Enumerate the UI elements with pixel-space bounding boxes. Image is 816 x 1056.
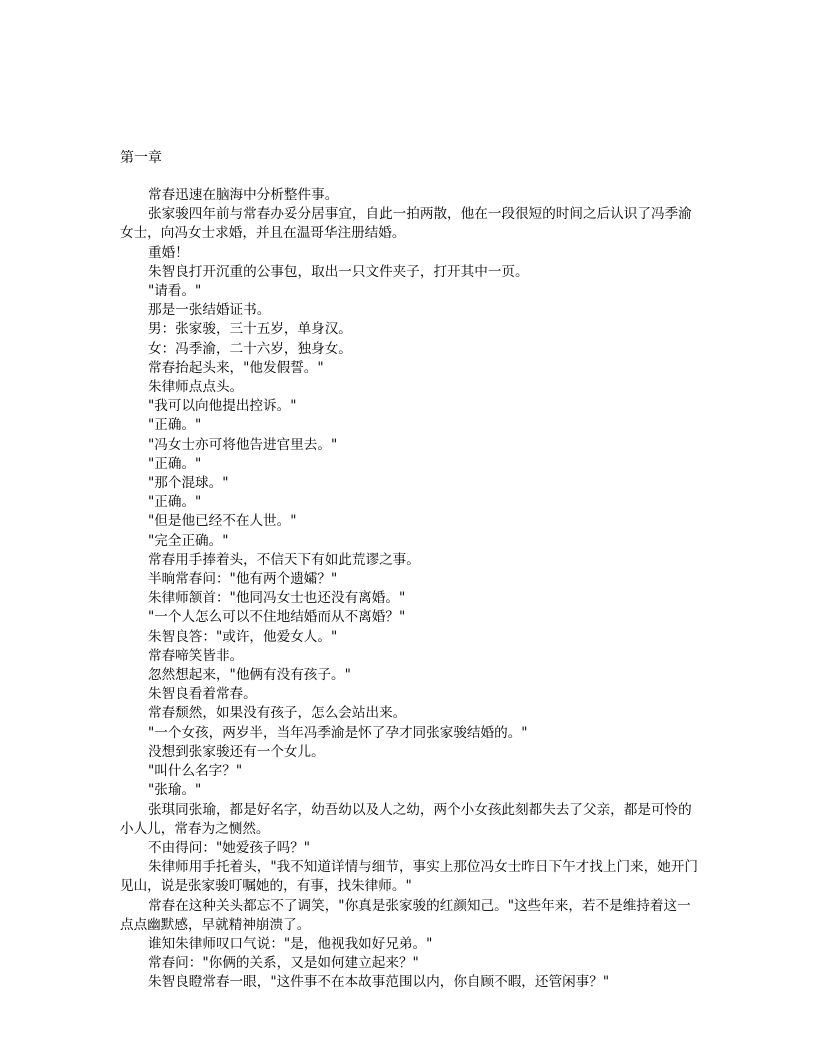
paragraph: 忽然想起来，"他俩有没有孩子。" bbox=[148, 667, 351, 684]
paragraph: 朱智良瞪常春一眼，"这件事不在本故事范围以内，你自顾不暇，还管闲事？" bbox=[148, 974, 610, 991]
paragraph: "那个混球。" bbox=[148, 475, 229, 492]
paragraph: 朱律师颔首："他同冯女士也还没有离婚。" bbox=[148, 590, 406, 607]
chapter-title: 第一章 bbox=[120, 150, 162, 166]
paragraph: "叫什么名字？" bbox=[148, 763, 243, 780]
paragraph: 张家骏四年前与常春办妥分居事宜，自此一拍两散，他在一段很短的时间之后认识了冯季渝女士，向冯女士求婚，并且在温哥华注册结婚。 bbox=[120, 206, 692, 242]
paragraph: 常春抬起头来，"他发假誓。" bbox=[148, 359, 324, 376]
paragraph: 不由得问："她爱孩子吗？" bbox=[148, 839, 311, 856]
paragraph: 常春问："你俩的关系，又是如何建立起来？" bbox=[148, 955, 419, 972]
paragraph: 常春迅速在脑海中分析整件事。 bbox=[148, 187, 339, 203]
paragraph: 张琪同张瑜，都是好名字，幼吾幼以及人之幼，两个小女孩此刻都失去了父亲，都是可怜的小人儿，常春为之恻然。 bbox=[120, 801, 692, 837]
paragraph: 常春啼笑皆非。 bbox=[148, 647, 244, 664]
paragraph: "正确。" bbox=[148, 455, 202, 472]
paragraph: 朱智良看着常春。 bbox=[148, 686, 257, 703]
paragraph: "正确。" bbox=[148, 417, 202, 434]
paragraph: "一个女孩，两岁半，当年冯季渝是怀了孕才同张家骏结婚的。" bbox=[148, 724, 528, 741]
paragraph: 常春颓然，如果没有孩子，怎么会站出来。 bbox=[148, 705, 407, 722]
paragraph: 男：张家骏，三十五岁，单身汉。 bbox=[148, 321, 352, 338]
paragraph: "张瑜。" bbox=[148, 782, 202, 799]
paragraph: 女：冯季渝，二十六岁，独身女。 bbox=[148, 340, 352, 357]
paragraph: 重婚！ bbox=[148, 244, 189, 261]
paragraph: "但是他已经不在人世。" bbox=[148, 513, 297, 530]
paragraph: 朱智良答："或许，他爱女人。" bbox=[148, 628, 338, 645]
paragraph: 半晌常春问："他有两个遗孀？" bbox=[148, 571, 338, 588]
paragraph: "请看。" bbox=[148, 283, 202, 300]
paragraph: 常春在这种关头都忘不了调笑，"你真是张家骏的红颜知己。"这些年来，若不是维持着这一点点幽默感，早就精神崩溃了。 bbox=[120, 897, 691, 933]
paragraph: 朱智良打开沉重的公事包，取出一只文件夹子，打开其中一页。 bbox=[148, 263, 529, 280]
paragraph: "冯女士亦可将他告进官里去。" bbox=[148, 436, 338, 453]
paragraph: "完全正确。" bbox=[148, 532, 229, 549]
paragraph: "正确。" bbox=[148, 494, 202, 511]
paragraph: "我可以向他提出控诉。" bbox=[148, 398, 297, 415]
paragraph: "一个人怎么可以不住地结婚而从不离婚？" bbox=[148, 609, 406, 626]
paragraph: 那是一张结婚证书。 bbox=[148, 302, 271, 319]
body-text bbox=[120, 186, 698, 993]
paragraph: 朱律师点点头。 bbox=[148, 379, 244, 396]
paragraph: 常春用手捧着头，不信天下有如此荒谬之事。 bbox=[148, 551, 420, 568]
paragraph: 没想到张家骏还有一个女儿。 bbox=[148, 743, 325, 760]
paragraph: 朱律师用手托着头，"我不知道详情与细节，事实上那位冯女士昨日下午才找上门来，她开门见山，说是张家骏叮嘱她的，有事，找朱律师。" bbox=[120, 859, 698, 895]
paragraph: 谁知朱律师叹口气说："是，他视我如好兄弟。" bbox=[148, 935, 433, 952]
